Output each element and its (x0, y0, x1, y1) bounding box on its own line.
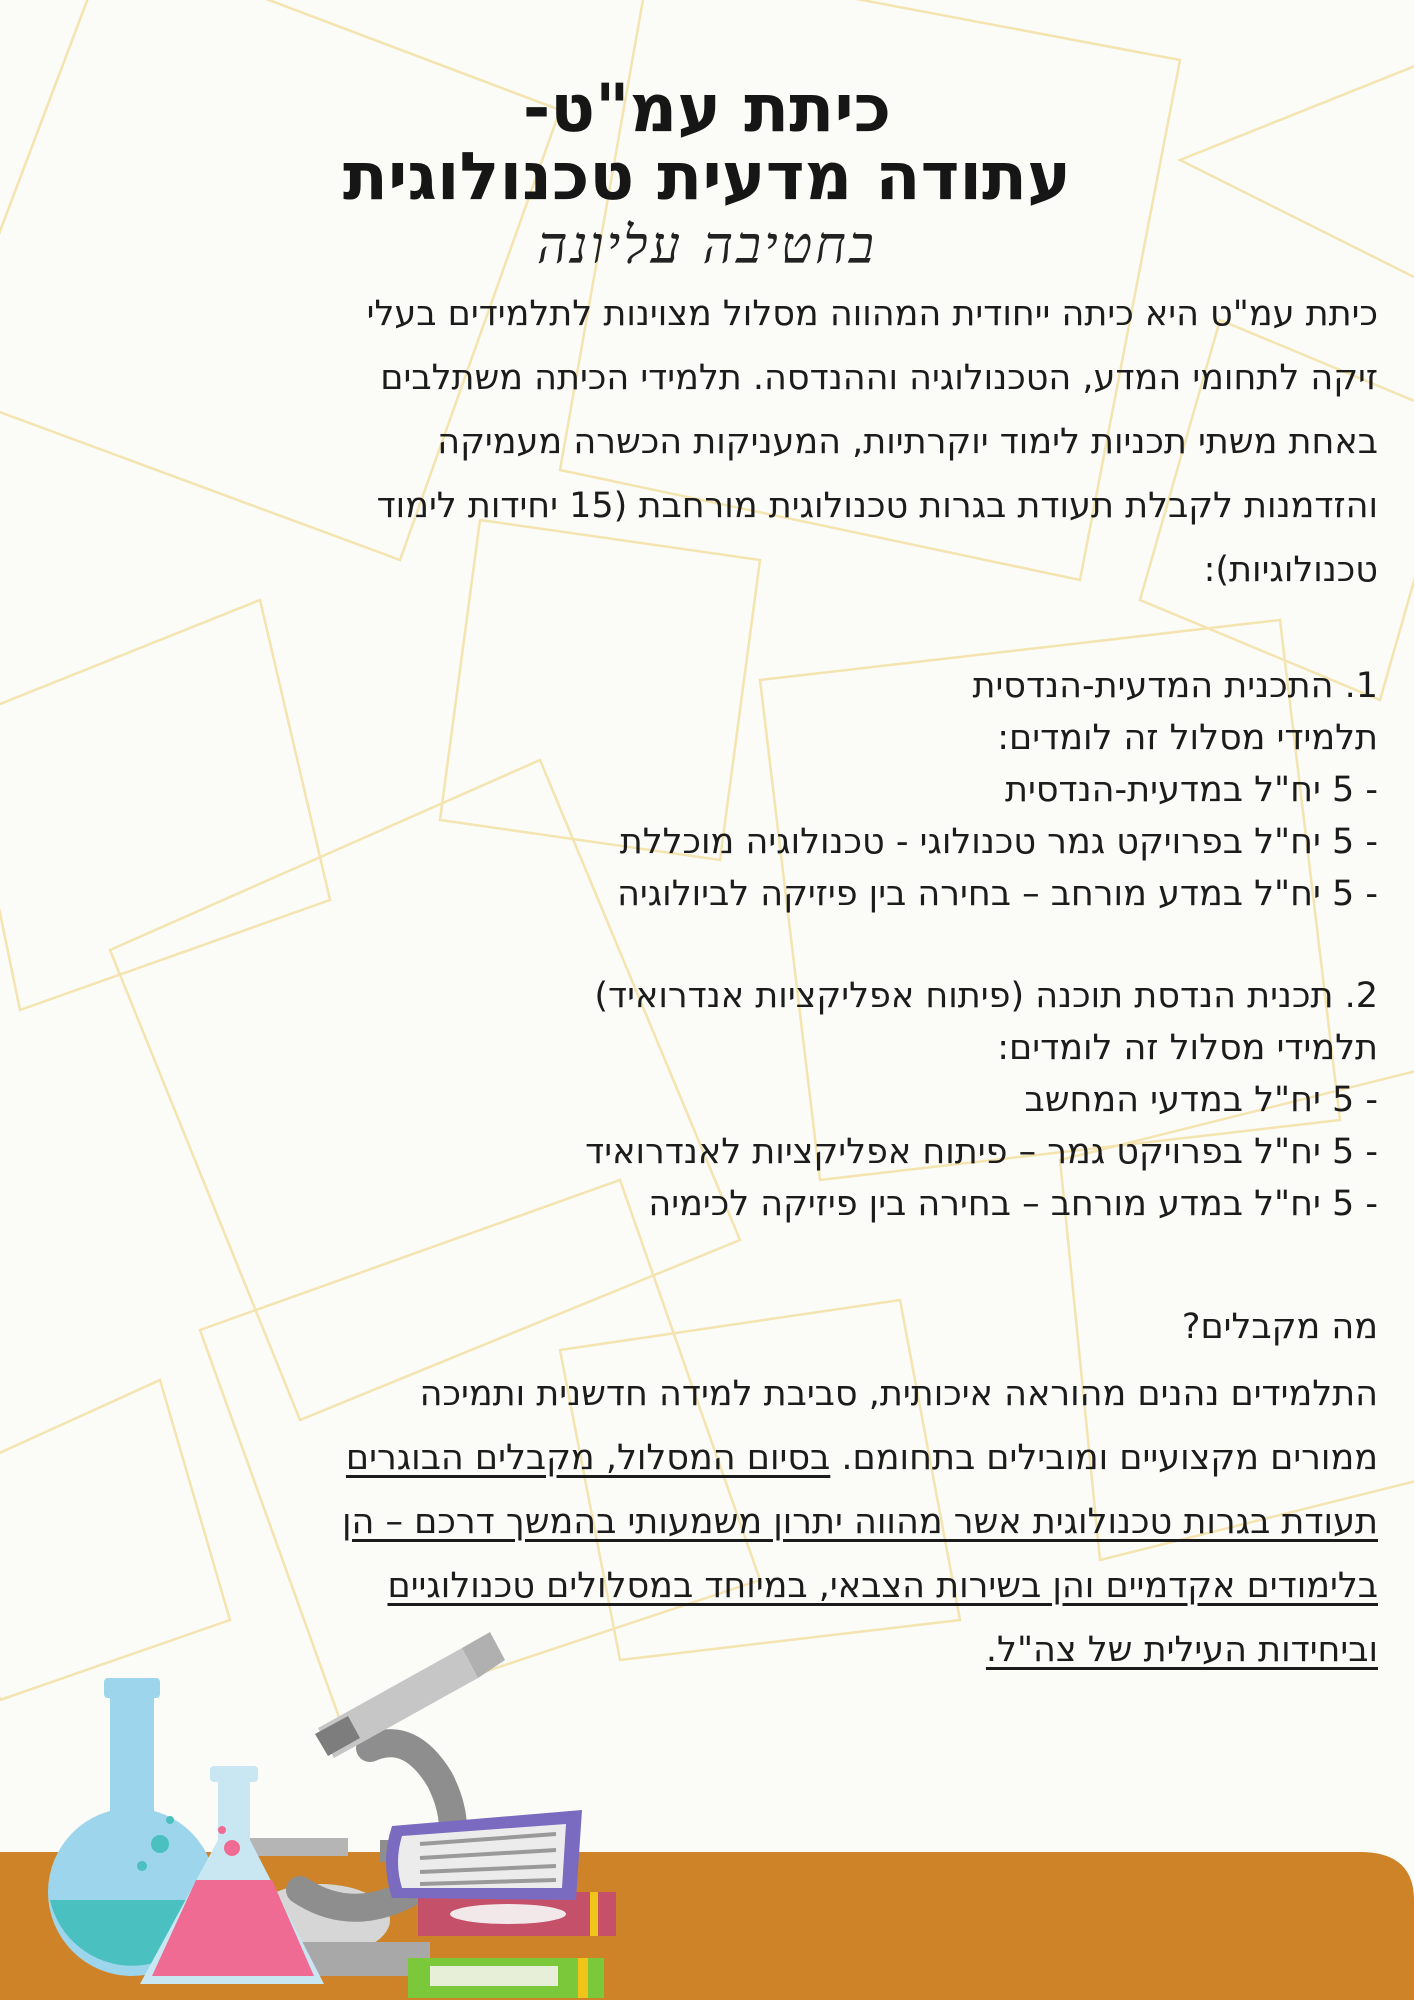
track-list-item: - 5 יח"ל במדעית-הנדסית (1005, 770, 1378, 810)
intro-line: טכנולוגיות): (1203, 550, 1378, 590)
benefits-line: התלמידים נהנים מהוראה איכותית, סביבת למידה חדשנית ותמיכה (419, 1374, 1378, 1414)
benefits-line-underlined: תעודת בגרות טכנולוגית אשר מהווה יתרון משמעותי בהמשך דרכם – הן (342, 1502, 1378, 1542)
benefits-heading: מה מקבלים? (1181, 1307, 1378, 1347)
science-lab-illustration (0, 1630, 1414, 2000)
track-list-item: - 5 יח"ל בפרויקט גמר טכנולוגי - טכנולוגיה מוכללת (619, 822, 1378, 862)
intro-line: זיקה לתחומי המדע, הטכנולוגיה וההנדסה. תלמידי הכיתה משתלבים (380, 358, 1378, 398)
track-science-engineering (48, 660, 1378, 920)
track-subheading: תלמידי מסלול זה לומדים: (997, 718, 1378, 758)
intro-line: באחת משתי תכניות לימוד יוקרתיות, המעניקות הכשרה מעמיקה (437, 422, 1378, 462)
benefits-line (48, 1426, 1378, 1490)
benefits-line-underlined: בסיום המסלול, מקבלים הבוגרים (345, 1438, 831, 1478)
track-list-item: - 5 יח"ל במדע מורחב – בחירה בין פיזיקה לכימיה (648, 1184, 1378, 1224)
track-list-item: - 5 יח"ל במדעי המחשב (1024, 1080, 1378, 1120)
track-subheading: תלמידי מסלול זה לומדים: (997, 1028, 1378, 1068)
page-title-line-2: עתודה מדעית טכנולוגית (342, 138, 1072, 215)
benefits-line-underlined: בלימודים אקדמיים והן בשירות הצבאי, במיוחד במסלולים טכנולוגיים (387, 1566, 1378, 1606)
track-heading: 1. התכנית המדעית-הנדסית (972, 666, 1378, 706)
page-title-line-1: כיתת עמ"ט- (522, 70, 892, 147)
page-subtitle: בחטיבה עליונה (536, 216, 877, 276)
intro-paragraph (48, 282, 1378, 602)
track-list-item: - 5 יח"ל במדע מורחב – בחירה בין פיזיקה לביולוגיה (617, 874, 1378, 914)
intro-line: והזדמנות לקבלת תעודת בגרות טכנולוגית מורחבת (15 יחידות לימוד (376, 486, 1378, 526)
book-stack-icon (386, 1810, 616, 1998)
benefits-line-underlined: וביחידות העילית של צה"ל. (985, 1630, 1378, 1670)
track-list-item: - 5 יח"ל בפרויקט גמר – פיתוח אפליקציות לאנדרואיד (585, 1132, 1378, 1172)
benefits-line-plain: ממורים מקצועיים ומובילים בתחומם. (830, 1438, 1378, 1478)
track-heading: 2. תכנית הנדסת תוכנה (פיתוח אפליקציות אנדרואיד) (594, 976, 1378, 1016)
track-software-engineering (48, 970, 1378, 1230)
intro-line: כיתת עמ"ט היא כיתה ייחודית המהווה מסלול מצוינות לתלמידים בעלי (366, 294, 1378, 334)
